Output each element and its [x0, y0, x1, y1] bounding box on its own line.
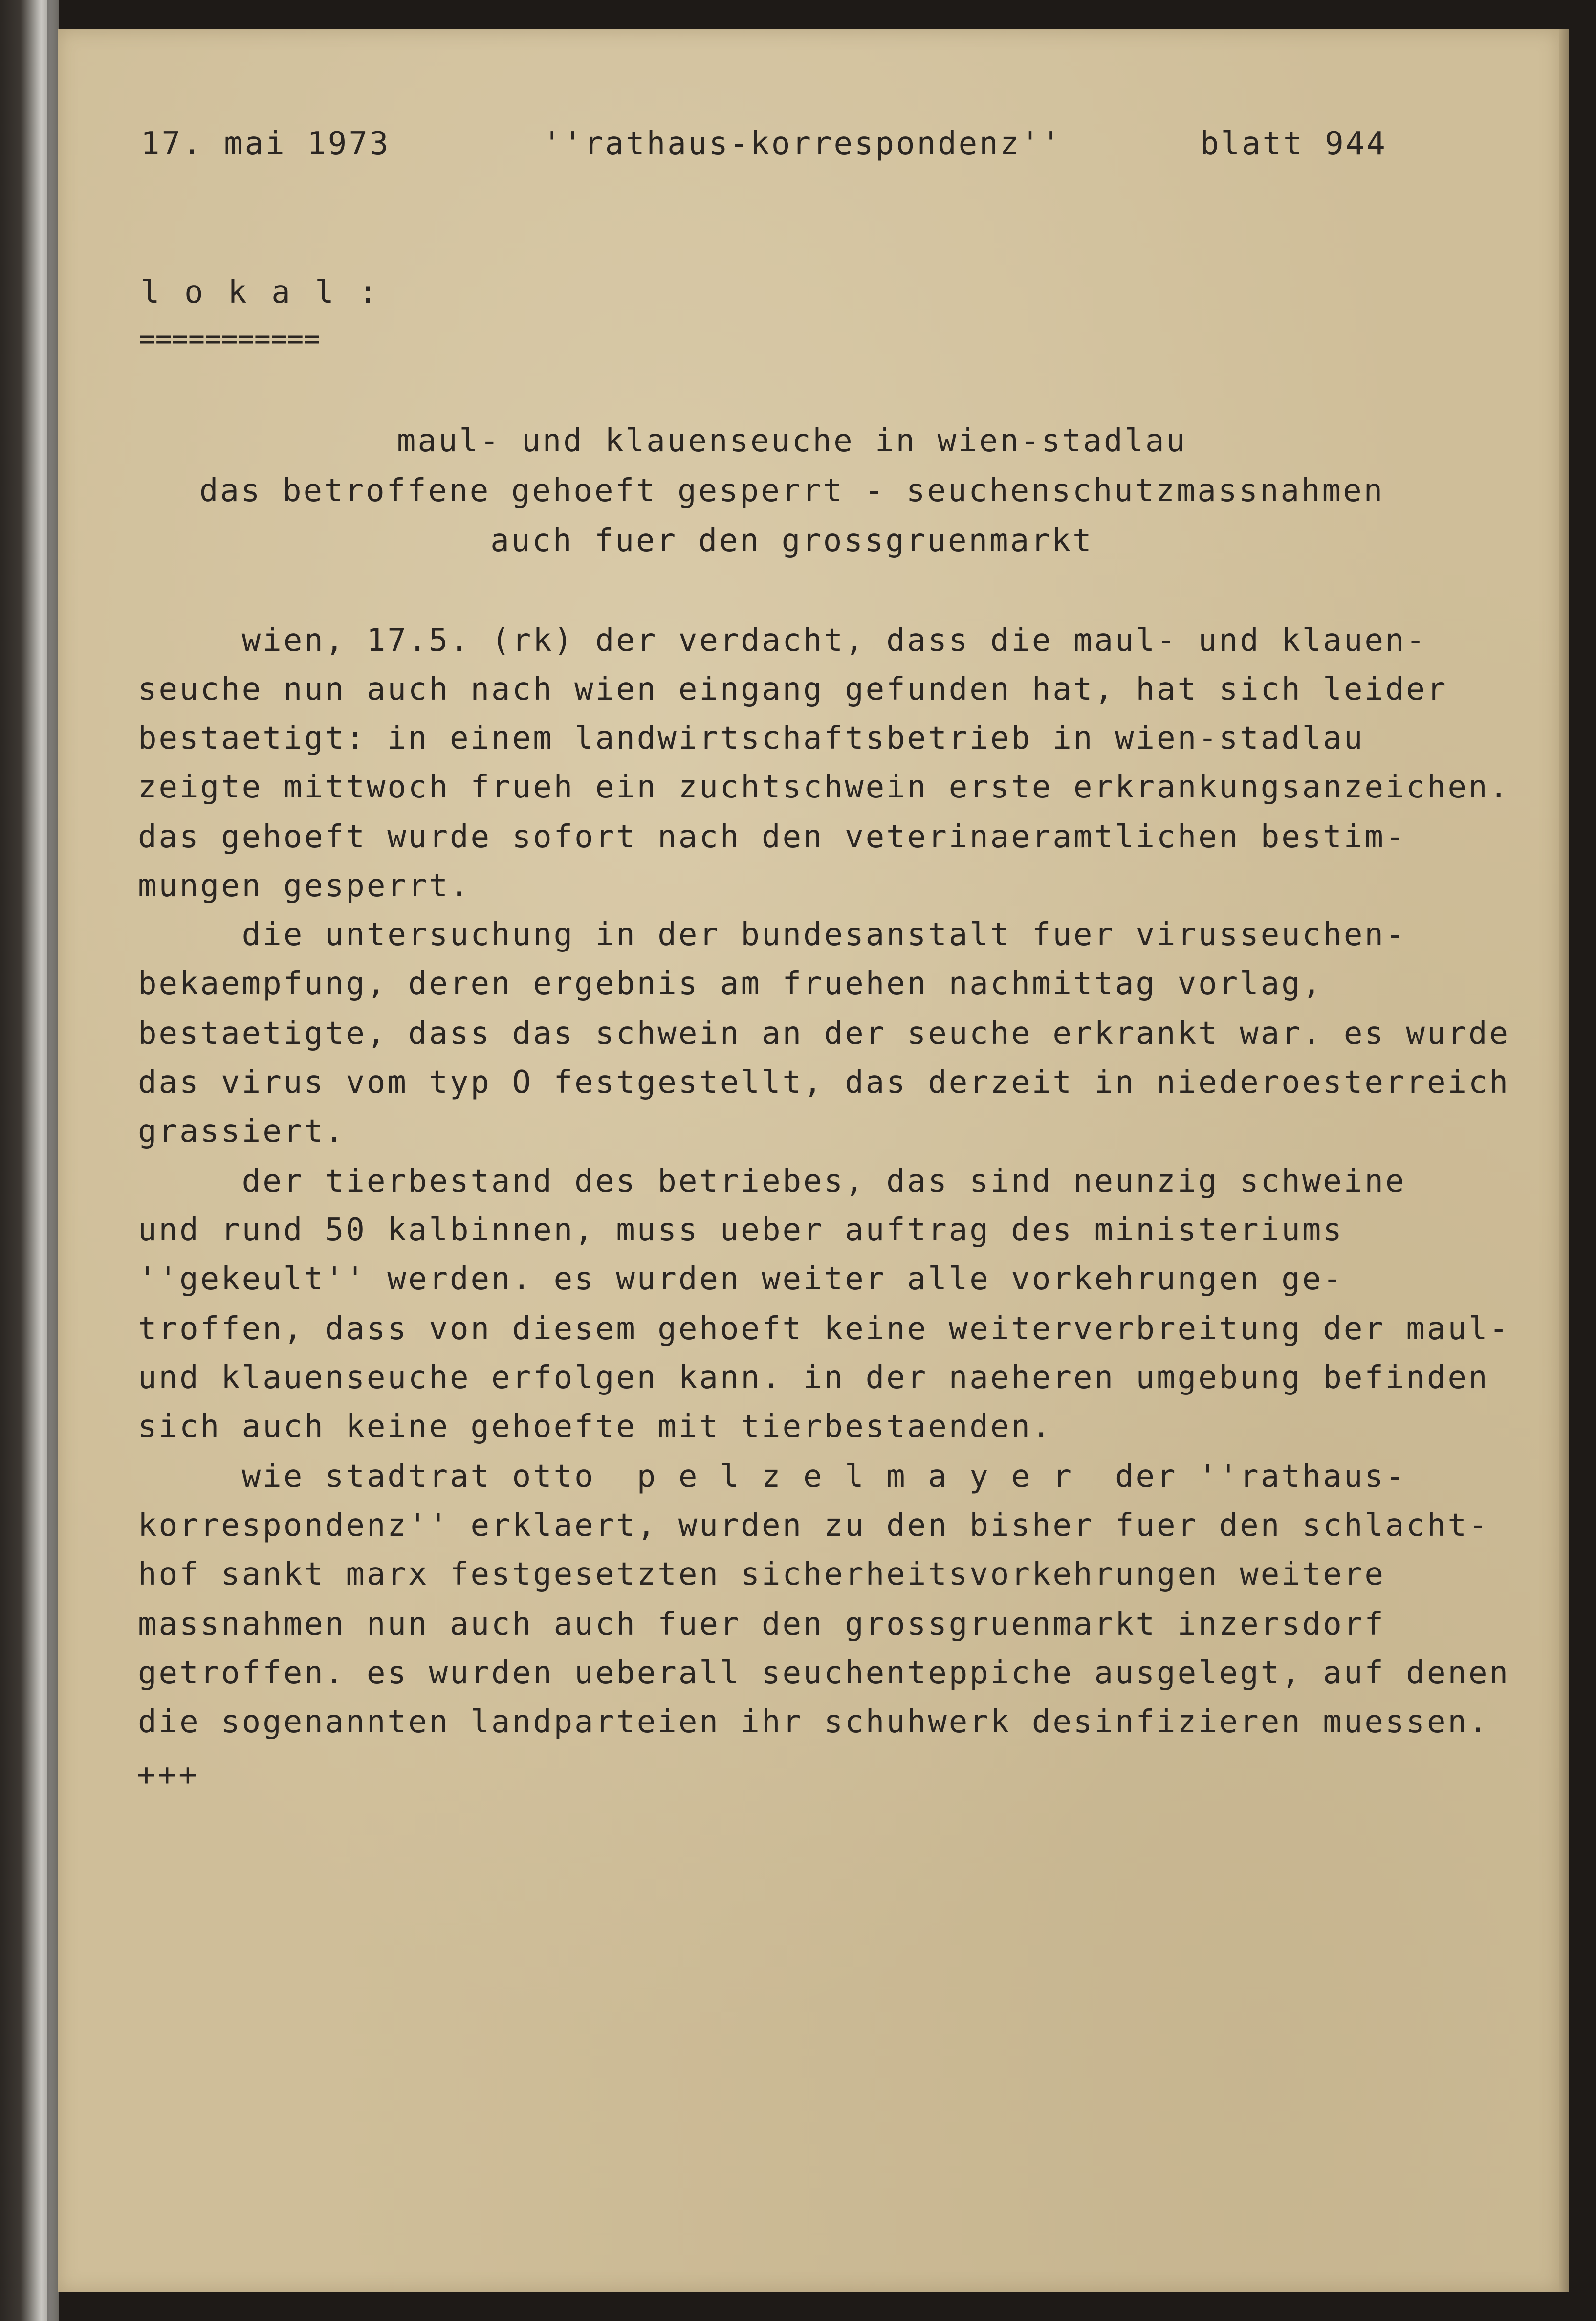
headline-line: auch fuer den grossgruenmarkt — [490, 523, 1093, 559]
body-line: wie stadtrat otto p e l z e l m a y e r der ''rathaus- — [138, 1459, 1406, 1495]
body-line: seuche nun auch nach wien eingang gefunden hat, hat sich leider — [138, 671, 1448, 707]
header-publication: ''rathaus-korrespondenz'' — [543, 126, 1063, 162]
headline-line: das betroffene gehoeft gesperrt - seuchenschutzmassnahmen — [199, 473, 1385, 509]
body-line: das virus vom typ O festgestellt, das derzeit in niederoesterreich — [138, 1064, 1510, 1101]
body-line: das gehoeft wurde sofort nach den veterinaeramtlichen bestim- — [138, 819, 1406, 855]
body-line: wien, 17.5. (rk) der verdacht, dass die maul- und klauen- — [138, 622, 1427, 659]
body-line: hof sankt marx festgesetzten sicherheitsvorkehrungen weitere — [138, 1556, 1385, 1592]
body-line: sich auch keine gehoefte mit tierbestaenden. — [138, 1409, 1053, 1445]
page-edge — [1559, 29, 1569, 2292]
body-line: grassiert. — [138, 1113, 346, 1149]
body-line: ''gekeult'' werden. es wurden weiter alle vorkehrungen ge- — [138, 1261, 1344, 1297]
body-line: troffen, dass von diesem gehoeft keine weiterverbreitung der maul- — [138, 1311, 1510, 1347]
body-line: zeigte mittwoch frueh ein zuchtschwein erste erkrankungsanzeichen. — [138, 769, 1510, 805]
end-mark: +++ — [137, 1757, 199, 1793]
body-line: der tierbestand des betriebes, das sind neunzig schweine — [138, 1163, 1406, 1199]
header-date: 17. mai 1973 — [141, 126, 391, 162]
section-underline: =========== — [139, 323, 320, 355]
body-line: und rund 50 kalbinnen, muss ueber auftrag des ministeriums — [138, 1212, 1344, 1248]
body-line: die sogenannten landparteien ihr schuhwerk desinfizieren muessen. — [138, 1704, 1489, 1740]
body-line: korrespondenz'' erklaert, wurden zu den bisher fuer den schlacht- — [138, 1507, 1489, 1544]
section-label: l o k a l : — [141, 274, 380, 310]
body-line: bestaetigte, dass das schwein an der seuche erkrankt war. es wurde — [138, 1016, 1510, 1052]
header-page-number: blatt 944 — [1200, 126, 1387, 162]
body-line: bekaempfung, deren ergebnis am fruehen nachmittag vorlag, — [138, 966, 1323, 1002]
body-line: und klauenseuche erfolgen kann. in der naeheren umgebung befinden — [138, 1360, 1489, 1396]
body-line: die untersuchung in der bundesanstalt fuer virusseuchen- — [138, 917, 1406, 953]
body-line: mungen gesperrt. — [138, 868, 471, 904]
body-line: bestaetigt: in einem landwirtschaftsbetrieb in wien-stadlau — [138, 720, 1365, 756]
body-line: massnahmen nun auch auch fuer den grossgruenmarkt inzersdorf — [138, 1606, 1385, 1642]
headline-line: maul- und klauenseuche in wien-stadlau — [396, 423, 1187, 459]
body-line: getroffen. es wurden ueberall seuchenteppiche ausgelegt, auf denen — [138, 1655, 1510, 1691]
